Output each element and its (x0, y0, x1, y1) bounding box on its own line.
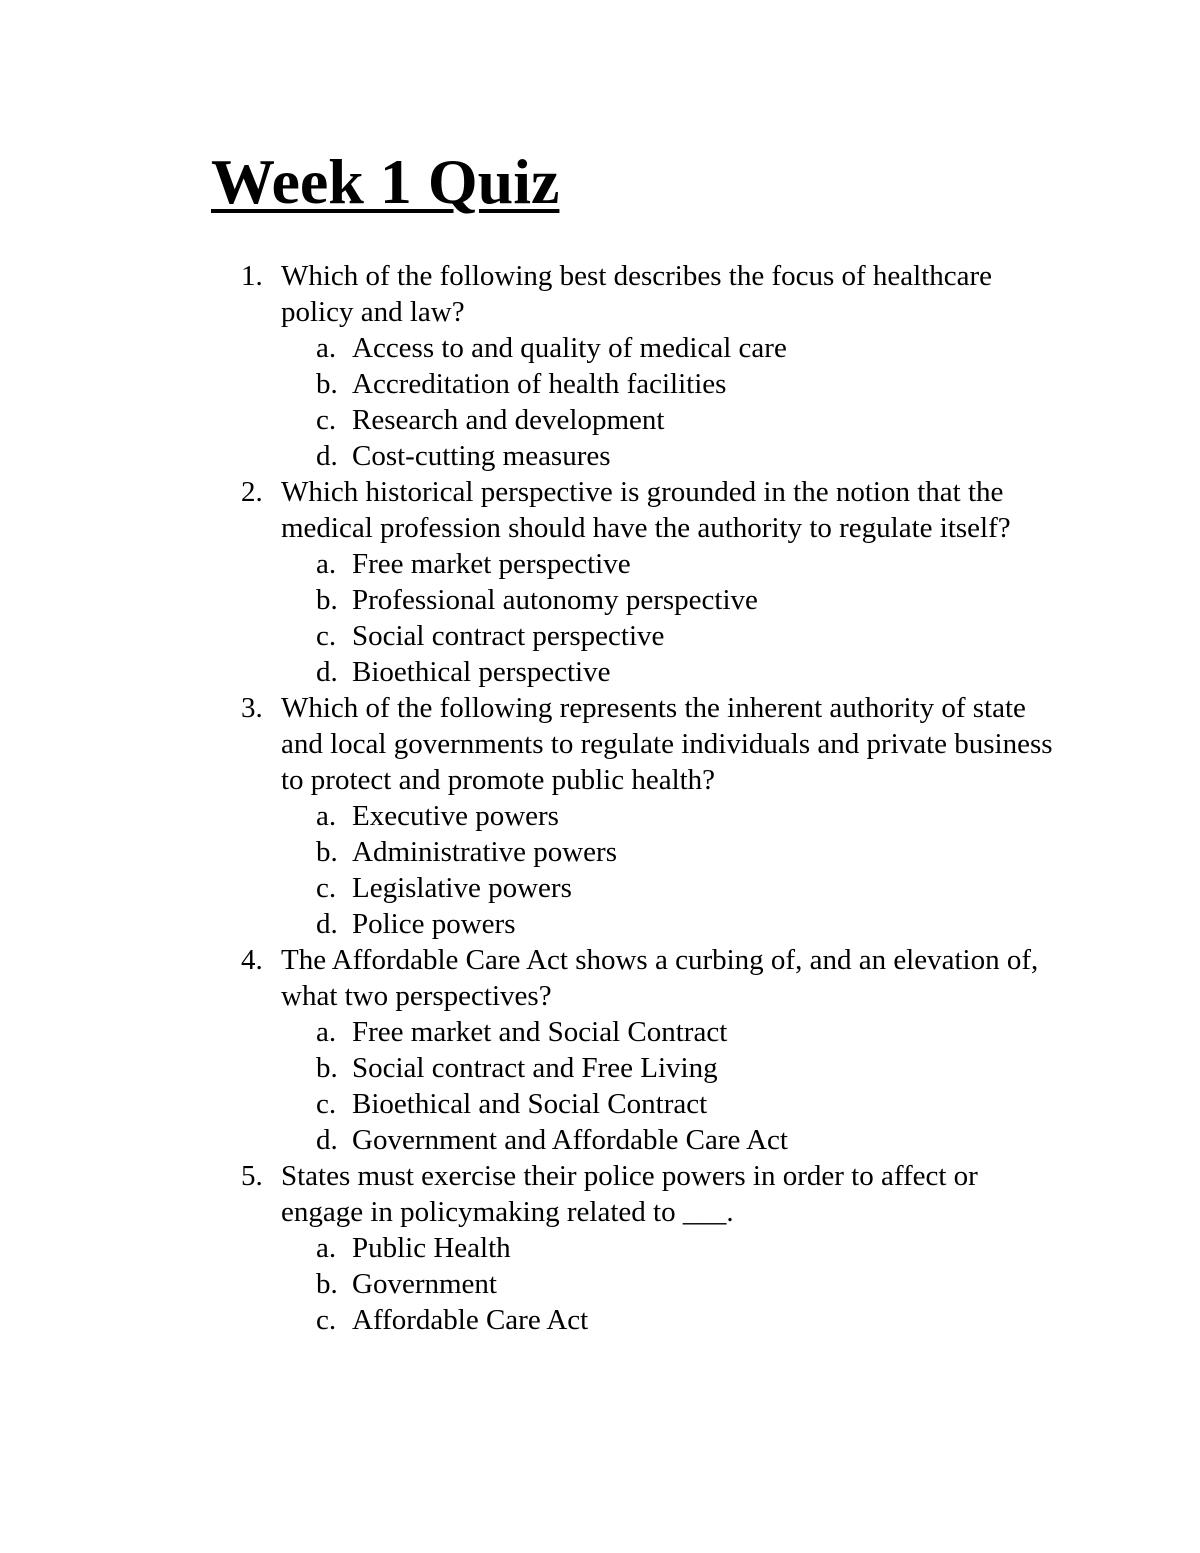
answer-option (281, 906, 1081, 942)
option-text: Public Health (352, 1232, 511, 1264)
answer-option (281, 1302, 1081, 1338)
option-letter: a. (316, 332, 337, 364)
question-text: Which historical perspective is grounded in the notion that the medical profession should have the authority to regulate itself? (281, 476, 1011, 544)
answer-option (281, 1122, 1081, 1158)
option-letter: b. (316, 368, 338, 400)
option-letter: c. (316, 404, 337, 436)
answer-option (281, 1050, 1081, 1086)
question-number: 5. (241, 1160, 263, 1192)
question-item (241, 474, 1081, 690)
option-text: Cost-cutting measures (352, 440, 611, 472)
option-letter: c. (316, 872, 337, 904)
answer-option (281, 582, 1081, 618)
option-letter: b. (316, 1052, 338, 1084)
question-text: States must exercise their police powers in order to affect or engage in policymaking related to ___. (281, 1160, 978, 1228)
answer-options (281, 330, 1081, 474)
question-item (241, 942, 1081, 1158)
option-text: Professional autonomy perspective (352, 584, 758, 616)
option-text: Administrative powers (352, 836, 617, 868)
option-text: Bioethical perspective (352, 656, 611, 688)
question-item (241, 1158, 1081, 1338)
answer-option (281, 798, 1081, 834)
question-item (241, 258, 1081, 474)
answer-option (281, 438, 1081, 474)
option-text: Government (352, 1268, 497, 1300)
option-text: Free market and Social Contract (352, 1016, 728, 1048)
answer-options (281, 798, 1081, 942)
option-text: Government and Affordable Care Act (352, 1124, 788, 1156)
option-text: Accreditation of health facilities (352, 368, 727, 400)
option-letter: a. (316, 800, 337, 832)
answer-option (281, 654, 1081, 690)
question-number: 2. (241, 476, 263, 508)
question-number: 1. (241, 260, 263, 292)
option-letter: a. (316, 1016, 337, 1048)
option-text: Affordable Care Act (352, 1304, 589, 1336)
option-letter: a. (316, 1232, 337, 1264)
question-list (241, 258, 1081, 1338)
answer-option (281, 330, 1081, 366)
option-letter: b. (316, 1268, 338, 1300)
option-letter: d. (316, 656, 338, 688)
option-letter: c. (316, 1088, 337, 1120)
option-letter: d. (316, 1124, 338, 1156)
question-text: Which of the following represents the inherent authority of state and local governments to regulate individuals and private business to protect and promote public health? (281, 692, 1053, 796)
option-letter: c. (316, 620, 337, 652)
option-text: Social contract perspective (352, 620, 665, 652)
option-text: Bioethical and Social Contract (352, 1088, 708, 1120)
option-text: Social contract and Free Living (352, 1052, 718, 1084)
question-item (241, 690, 1081, 942)
question-text: The Affordable Care Act shows a curbing of, and an elevation of, what two perspectives? (281, 944, 1039, 1012)
question-number: 4. (241, 944, 263, 976)
option-letter: d. (316, 440, 338, 472)
option-text: Legislative powers (352, 872, 572, 904)
answer-option (281, 870, 1081, 906)
answer-option (281, 546, 1081, 582)
answer-option (281, 1230, 1081, 1266)
answer-option (281, 618, 1081, 654)
answer-option (281, 1086, 1081, 1122)
option-letter: a. (316, 548, 337, 580)
option-text: Research and development (352, 404, 665, 436)
answer-option (281, 1014, 1081, 1050)
option-text: Access to and quality of medical care (352, 332, 787, 364)
answer-options (281, 1014, 1081, 1158)
answer-option (281, 366, 1081, 402)
option-letter: b. (316, 836, 338, 868)
question-number: 3. (241, 692, 263, 724)
answer-option (281, 402, 1081, 438)
page-title: Week 1 Quiz (211, 146, 560, 217)
question-text: Which of the following best describes the focus of healthcare policy and law? (281, 260, 993, 328)
answer-options (281, 1230, 1081, 1338)
option-letter: d. (316, 908, 338, 940)
answer-options (281, 546, 1081, 690)
option-text: Free market perspective (352, 548, 631, 580)
answer-option (281, 1266, 1081, 1302)
option-text: Police powers (352, 908, 516, 940)
option-letter: c. (316, 1304, 337, 1336)
answer-option (281, 834, 1081, 870)
option-text: Executive powers (352, 800, 559, 832)
option-letter: b. (316, 584, 338, 616)
